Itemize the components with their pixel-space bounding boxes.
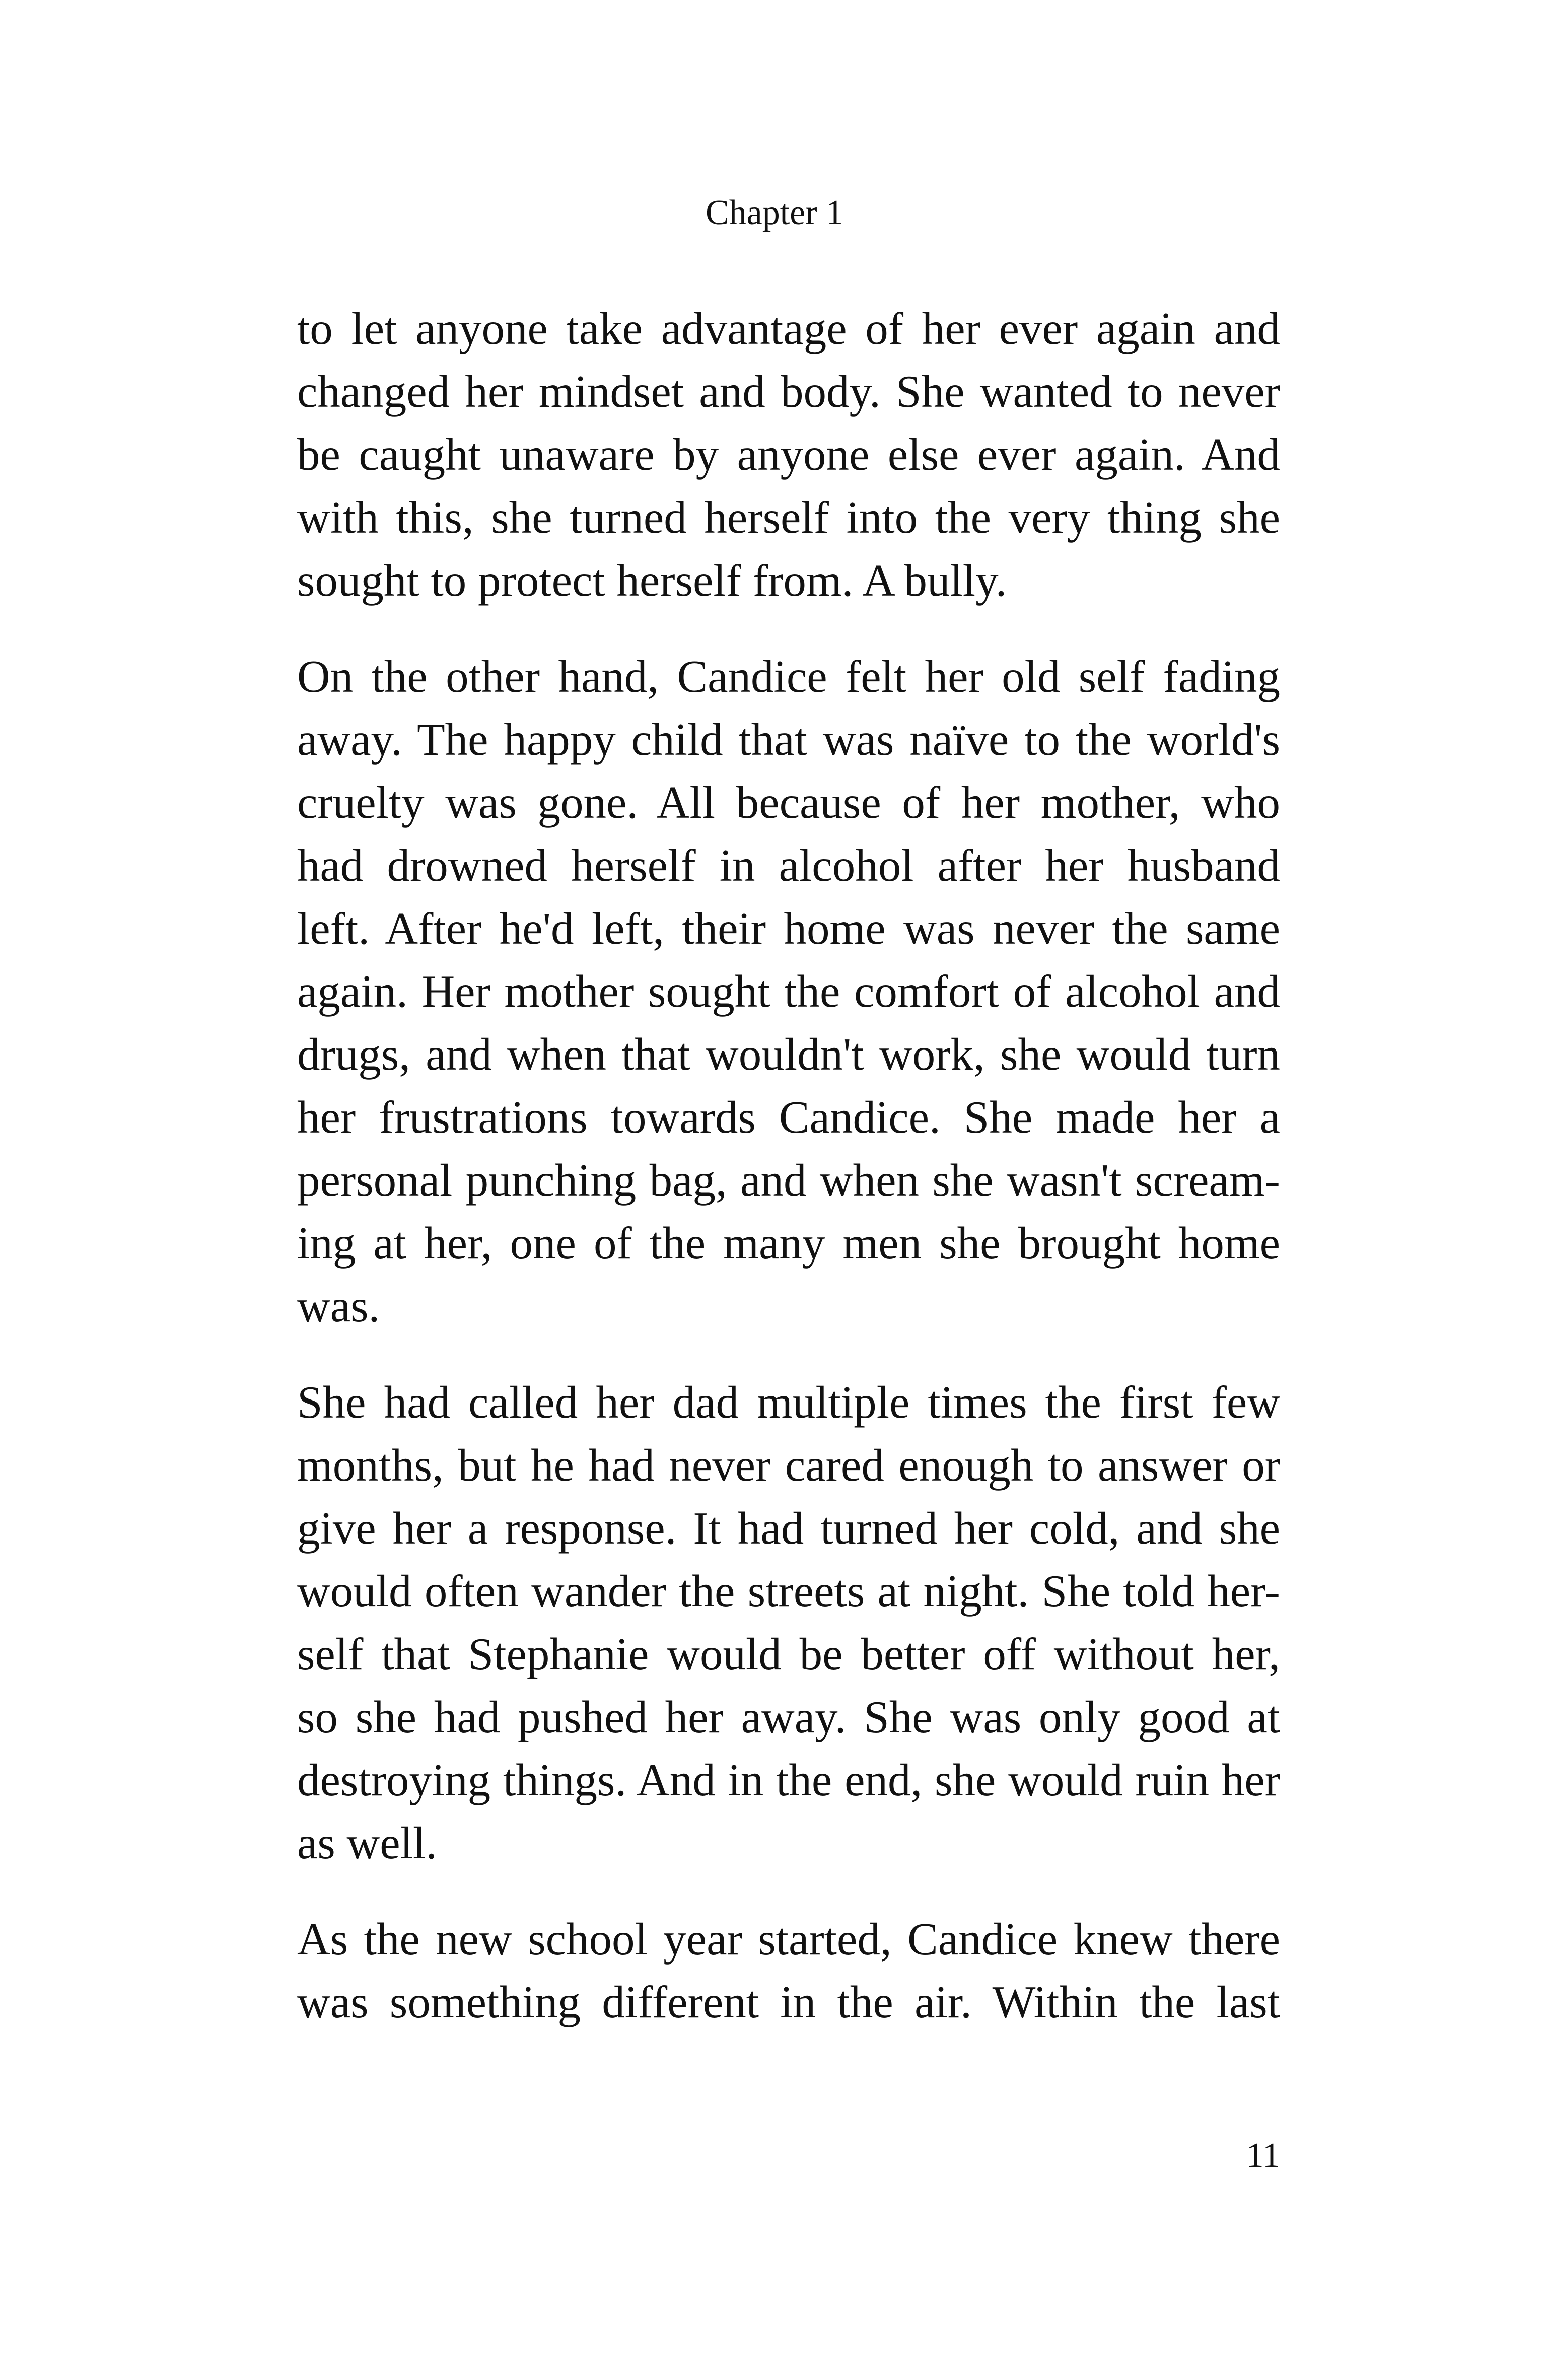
text-line: had drowned herself in alcohol after her husband	[297, 840, 1280, 891]
text-line: so she had pushed her away. She was only good at	[297, 1692, 1280, 1742]
paragraph-spacing	[297, 612, 1280, 645]
paragraph	[297, 297, 1280, 612]
text-line: be caught unaware by anyone else ever again. And	[297, 429, 1280, 480]
text-line: personal punching bag, and when she wasn't scream-	[297, 1155, 1280, 1206]
paragraph-spacing	[297, 1338, 1280, 1371]
page-number: 11	[1246, 2136, 1280, 2175]
text-line: again. Her mother sought the comfort of alcohol and	[297, 966, 1280, 1017]
text-line: months, but he had never cared enough to answer or	[297, 1440, 1280, 1491]
text-line: self that Stephanie would be better off without her,	[297, 1629, 1280, 1679]
text-line: left. After he'd left, their home was never the same	[297, 903, 1280, 954]
text-line: to let anyone take advantage of her ever again and	[297, 303, 1280, 354]
text-line: On the other hand, Candice felt her old self fading	[297, 651, 1280, 702]
text-line: was.	[297, 1281, 380, 1332]
text-line: cruelty was gone. All because of her mother, who	[297, 777, 1280, 828]
text-line: her frustrations towards Candice. She made her a	[297, 1092, 1280, 1143]
text-line: sought to protect herself from. A bully.	[297, 555, 1007, 606]
paragraph-spacing	[297, 1874, 1280, 1908]
text-line: as well.	[297, 1817, 437, 1868]
text-line: drugs, and when that wouldn't work, she would turn	[297, 1029, 1280, 1080]
text-line: As the new school year started, Candice knew there	[297, 1914, 1280, 1965]
body-text	[297, 297, 1280, 2034]
text-line: would often wander the streets at night. She told her-	[297, 1566, 1280, 1617]
text-line: destroying things. And in the end, she would ruin her	[297, 1755, 1280, 1805]
text-line: She had called her dad multiple times the first few	[297, 1377, 1280, 1428]
chapter-header: Chapter 1	[705, 193, 844, 232]
paragraph	[297, 1908, 1280, 2034]
text-line: ing at her, one of the many men she brought home	[297, 1218, 1280, 1269]
text-line: give her a response. It had turned her cold, and she	[297, 1503, 1280, 1554]
paragraph	[297, 645, 1280, 1338]
text-line: away. The happy child that was naïve to the world's	[297, 714, 1280, 765]
paragraph	[297, 1371, 1280, 1874]
text-line: changed her mindset and body. She wanted to never	[297, 366, 1280, 417]
text-line: with this, she turned herself into the very thing she	[297, 492, 1280, 543]
text-line: was something different in the air. Within the last	[297, 1977, 1280, 2027]
